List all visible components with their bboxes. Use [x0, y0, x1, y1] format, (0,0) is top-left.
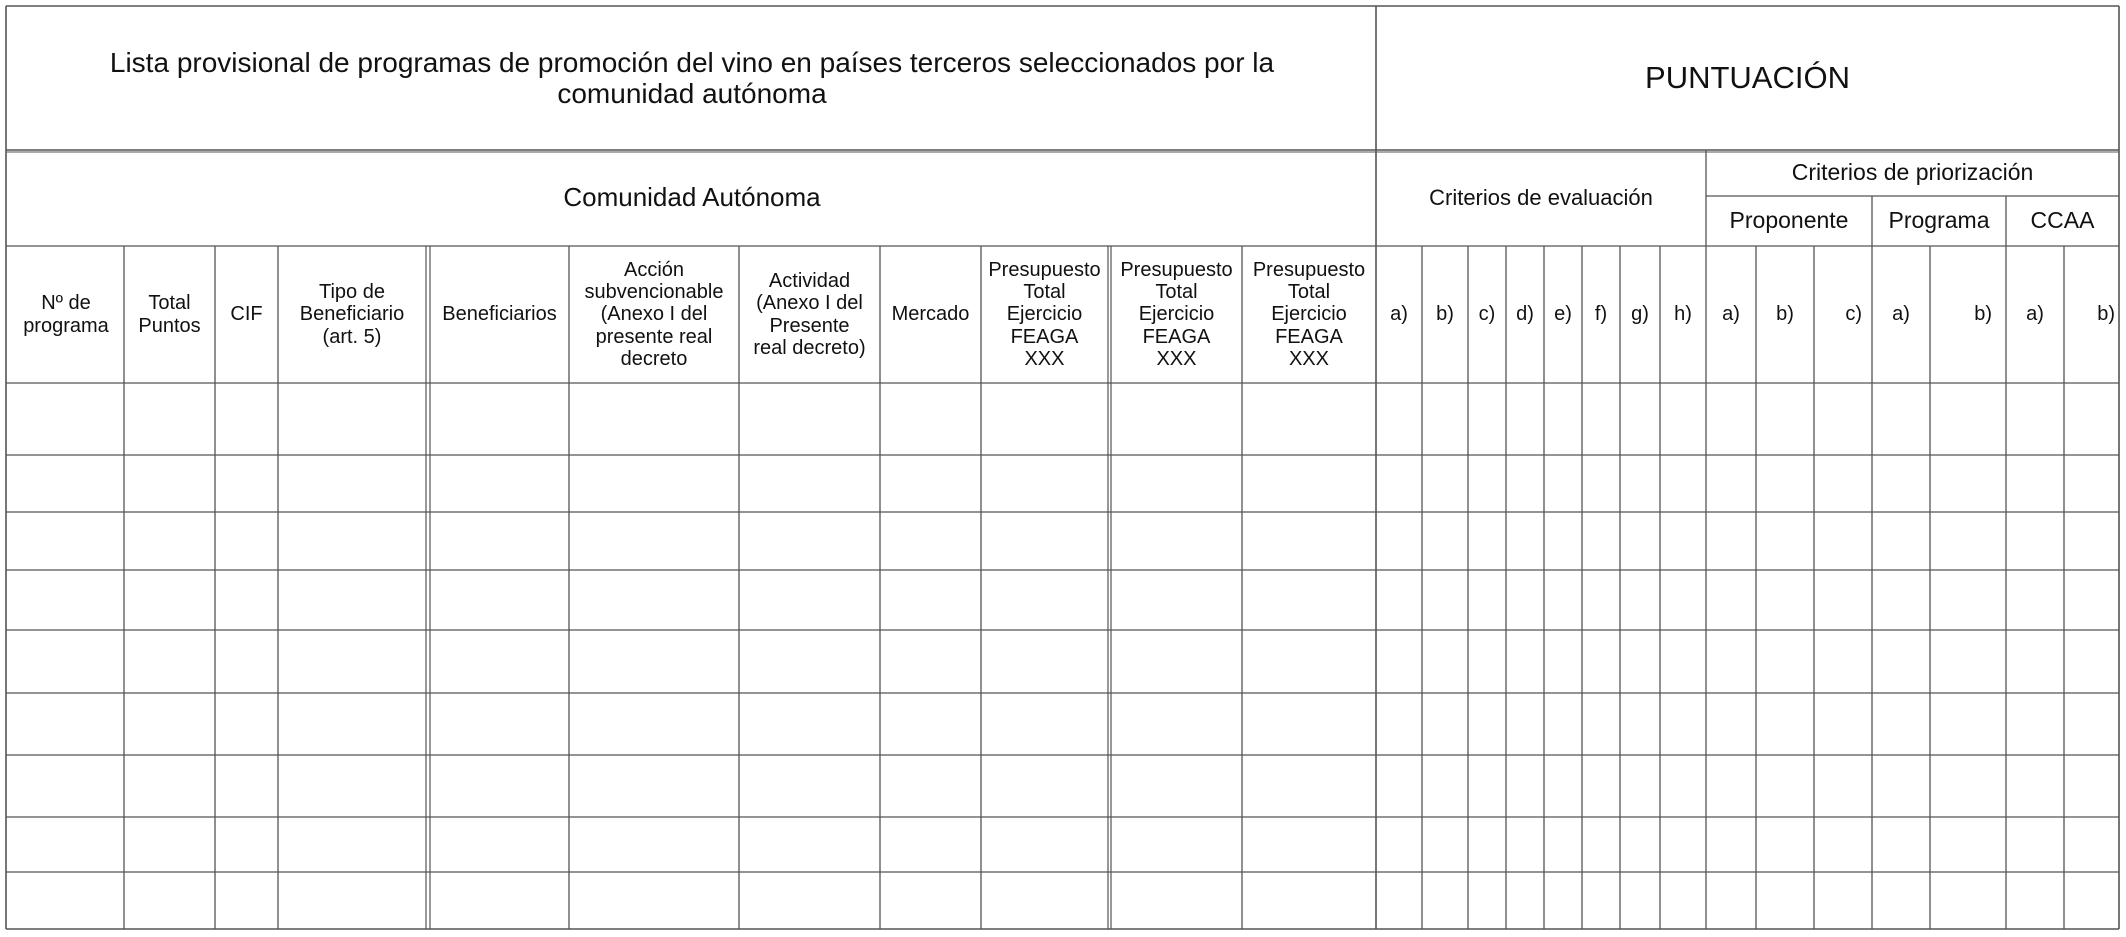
programa-heading: Programa [1888, 207, 1990, 234]
proponente-letter-b: b) [1776, 303, 1794, 326]
column-header-cif: CIF [230, 303, 263, 326]
ccaa-letter-b: b) [2097, 303, 2115, 326]
programa-letter-b: b) [1974, 303, 1992, 326]
evaluation-letter-c: c) [1478, 303, 1496, 326]
proponente-letter-c: c) [1845, 303, 1862, 326]
evaluation-letter-a: a) [1390, 303, 1408, 326]
column-header-beneficiarios: Beneficiarios [442, 303, 557, 326]
column-header-mercado: Mercado [891, 303, 970, 326]
evaluation-letter-d: d) [1516, 303, 1534, 326]
evaluation-letter-h: h) [1674, 303, 1692, 326]
evaluation-letter-e: e) [1554, 303, 1572, 326]
comunidad-autonoma-heading: Comunidad Autónoma [563, 182, 821, 213]
column-header-tipo-beneficiario: Tipo de Beneficiario (art. 5) [299, 280, 405, 348]
column-header-numero-programa: Nº de programa [23, 292, 109, 337]
puntuacion-heading: PUNTUACIÓN [1645, 59, 1850, 95]
column-header-total-puntos: Total Puntos [138, 292, 201, 337]
column-header-presupuesto-3: Presupuesto Total Ejercicio FEAGA XXX [1252, 258, 1366, 371]
evaluation-letter-g: g) [1631, 303, 1649, 326]
criterios-priorizacion-heading: Criterios de priorización [1791, 159, 2034, 186]
criterios-evaluacion-heading: Criterios de evaluación [1429, 184, 1653, 210]
programa-letter-a: a) [1892, 303, 1910, 326]
column-header-actividad: Actividad (Anexo I del Presente real decreto) [753, 269, 866, 359]
column-header-presupuesto-2: Presupuesto Total Ejercicio FEAGA XXX [1120, 258, 1233, 371]
evaluation-letter-b: b) [1436, 303, 1454, 326]
ccaa-letter-a: a) [2026, 303, 2044, 326]
proponente-letter-a: a) [1722, 303, 1740, 326]
evaluation-letter-f: f) [1594, 303, 1608, 326]
column-header-accion-subvencionable: Acción subvencionable (Anexo I del presente real decreto [584, 258, 724, 371]
ccaa-heading: CCAA [2030, 207, 2095, 234]
table-title: Lista provisional de programas de promoción del vino en países terceros seleccionados por la comunidad autónoma [109, 46, 1275, 109]
proponente-heading: Proponente [1729, 207, 1849, 234]
column-header-presupuesto-1: Presupuesto Total Ejercicio FEAGA XXX [988, 258, 1101, 371]
